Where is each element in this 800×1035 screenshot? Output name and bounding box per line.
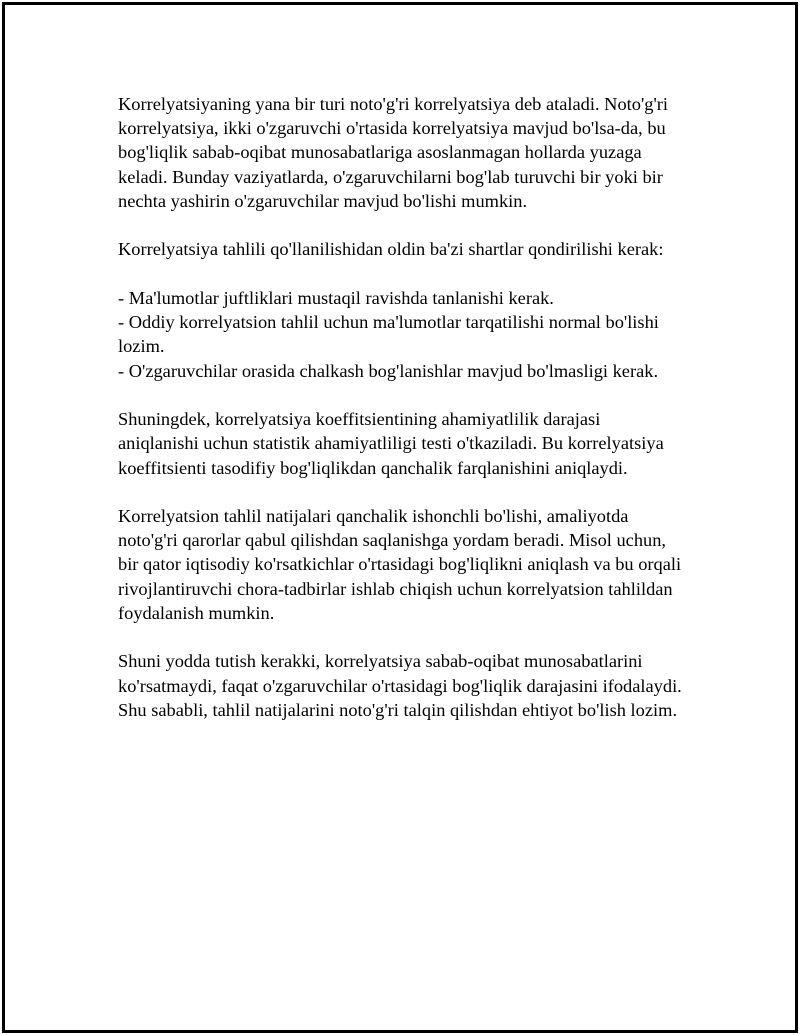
list-item [118, 286, 718, 310]
text-line: bir qator iqtisodiy ko'rsatkichlar o'rtasidagi bog'liqlikni aniqlash va bu orqali [118, 554, 682, 575]
text-line: - O'zgaruvchilar orasida chalkash bog'lanishlar mavjud bo'lmasligi kerak. [118, 360, 659, 381]
text-line: Korrelyatsiyaning yana bir turi noto'g'ri korrelyatsiya deb ataladi. Noto'g'ri [118, 94, 669, 114]
text-line: korrelyatsiya, ikki o'zgaruvchi o'rtasida korrelyatsiya mavjud bo'lsa-da, bu [118, 118, 666, 139]
text-line: - Oddiy korrelyatsion tahlil uchun ma'lumotlar tarqatilishi normal bo'lishi [118, 312, 659, 333]
paragraph-significance-test [118, 407, 718, 480]
text-line: koeffitsienti tasodifiy bog'liqlikdan qanchalik farqlanishini aniqlaydi. [118, 457, 628, 478]
text-line: Shu sababli, tahlil natijalarini noto'g'ri talqin qilishdan ehtiyot bo'lish lozim. [118, 699, 678, 720]
document-body [118, 92, 718, 746]
list-item [118, 310, 718, 358]
text-line: ko'rsatmaydi, faqat o'zgaruvchilar o'rtasidagi bog'liqlik darajasini ifodalaydi. [118, 675, 682, 696]
text-line: nechta yashirin o'zgaruvchilar mavjud bo'lishi mumkin. [118, 190, 528, 211]
text-line: keladi. Bunday vaziyatlarda, o'zgaruvchilarni bog'lab turuvchi bir yoki bir [118, 166, 663, 187]
text-line: noto'g'ri qarorlar qabul qilishdan saqlanishga yordam beradi. Misol uchun, [118, 530, 667, 551]
text-line: rivojlantiruvchi chora-tadbirlar ishlab chiqish uchun korrelyatsion tahlildan [118, 578, 673, 599]
text-line: Korrelyatsion tahlil natijalari qanchalik ishonchli bo'lishi, amaliyotda [118, 505, 629, 526]
list-item [118, 359, 718, 383]
text-line: - Ma'lumotlar juftliklari mustaqil ravishda tanlanishi kerak. [118, 287, 554, 308]
text-line: foydalanish mumkin. [118, 602, 275, 623]
text-line: Shuni yodda tutish kerakki, korrelyatsiya sabab-oqibat munosabatlarini [118, 651, 643, 672]
text-line: bog'liqlik sabab-oqibat munosabatlariga asoslanmagan hollarda yuzaga [118, 142, 642, 163]
conditions-list [118, 286, 718, 383]
paragraph-reliability [118, 504, 718, 625]
paragraph-caution [118, 649, 718, 722]
text-line: lozim. [118, 336, 165, 357]
text-line: Shuningdek, korrelyatsiya koeffitsientining ahamiyatlilik darajasi [118, 409, 601, 430]
text-line: Korrelyatsiya tahlili qo'llanilishidan oldin ba'zi shartlar qondirilishi kerak: [118, 239, 664, 260]
text-line: aniqlanishi uchun statistik ahamiyatliligi testi o'tkaziladi. Bu korrelyatsiya [118, 433, 664, 454]
paragraph-conditions-intro [118, 237, 718, 261]
paragraph-false-correlation [118, 92, 718, 213]
